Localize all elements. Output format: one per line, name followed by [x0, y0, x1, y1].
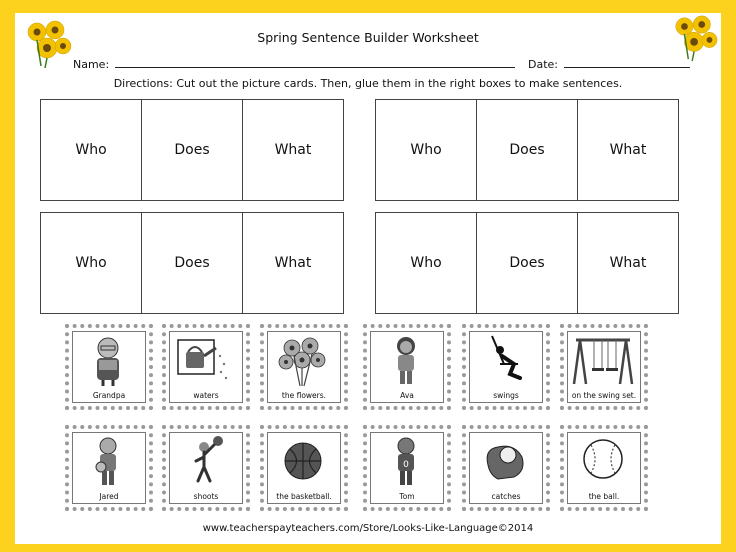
directions-text: Directions: Cut out the picture cards. Then, glue them in the right boxes to make sentences.: [113, 77, 623, 90]
picture-card[interactable]: [65, 324, 153, 410]
picture-card[interactable]: [260, 324, 348, 410]
sentence-box[interactable]: [40, 99, 344, 201]
boy-icon: [375, 435, 437, 487]
name-field[interactable]: [73, 56, 515, 71]
date-field[interactable]: [528, 56, 690, 71]
name-label: Name:: [73, 58, 110, 71]
watering-can-icon: [174, 334, 236, 386]
what-cell[interactable]: What: [274, 142, 312, 158]
who-cell[interactable]: Who: [376, 100, 477, 200]
sentence-box[interactable]: [40, 212, 344, 314]
picture-card[interactable]: [363, 425, 451, 511]
what-cell[interactable]: What: [609, 142, 647, 158]
basketball-icon: [272, 435, 334, 487]
picture-card[interactable]: [462, 425, 550, 511]
swing-set-icon: [572, 334, 634, 386]
who-cell[interactable]: Who: [41, 100, 142, 200]
picture-card[interactable]: [162, 324, 250, 410]
card-label: Tom: [399, 492, 415, 501]
does-cell[interactable]: Does: [142, 213, 243, 313]
footer-credit: www.teacherspayteachers.com/Store/Looks-Like-Language©2014: [202, 523, 534, 534]
card-label: catches: [491, 492, 521, 501]
card-label: shoots: [193, 492, 219, 501]
worksheet-page: [15, 13, 721, 544]
picture-card[interactable]: [260, 425, 348, 511]
card-label: Jared: [99, 492, 119, 501]
swing-action-icon: [474, 334, 536, 386]
does-cell[interactable]: Does: [142, 100, 243, 200]
sentence-box[interactable]: [375, 99, 679, 201]
what-cell[interactable]: What: [609, 255, 647, 271]
date-label: Date:: [528, 58, 558, 71]
card-label: Ava: [400, 391, 414, 400]
who-cell[interactable]: Who: [41, 213, 142, 313]
picture-card[interactable]: [65, 425, 153, 511]
name-underline[interactable]: [115, 56, 515, 68]
picture-card[interactable]: [560, 425, 648, 511]
does-cell[interactable]: Does: [477, 100, 578, 200]
card-label: the basketball.: [276, 492, 332, 501]
picture-card[interactable]: [560, 324, 648, 410]
boy-icon: [77, 435, 139, 487]
does-cell[interactable]: Does: [477, 213, 578, 313]
card-label: swings: [493, 391, 519, 400]
card-label: the ball.: [588, 492, 620, 501]
grandpa-icon: [77, 334, 139, 386]
who-cell[interactable]: Who: [376, 213, 477, 313]
picture-card[interactable]: [462, 324, 550, 410]
card-label: waters: [193, 391, 219, 400]
girl-icon: [375, 334, 437, 386]
baseball-icon: [572, 435, 634, 487]
svg-text:0: 0: [403, 460, 409, 470]
what-cell[interactable]: What: [274, 255, 312, 271]
date-underline[interactable]: [564, 56, 690, 68]
worksheet-title: Spring Sentence Builder Worksheet: [257, 30, 479, 45]
sentence-box[interactable]: [375, 212, 679, 314]
baseball-glove-icon: [474, 435, 536, 487]
card-label: Grandpa: [92, 391, 126, 400]
picture-card[interactable]: [162, 425, 250, 511]
card-label: on the swing set.: [571, 391, 637, 400]
flowers-icon: [272, 334, 334, 386]
basketball-player-icon: [174, 435, 236, 487]
card-label: the flowers.: [281, 391, 327, 400]
picture-card[interactable]: [363, 324, 451, 410]
